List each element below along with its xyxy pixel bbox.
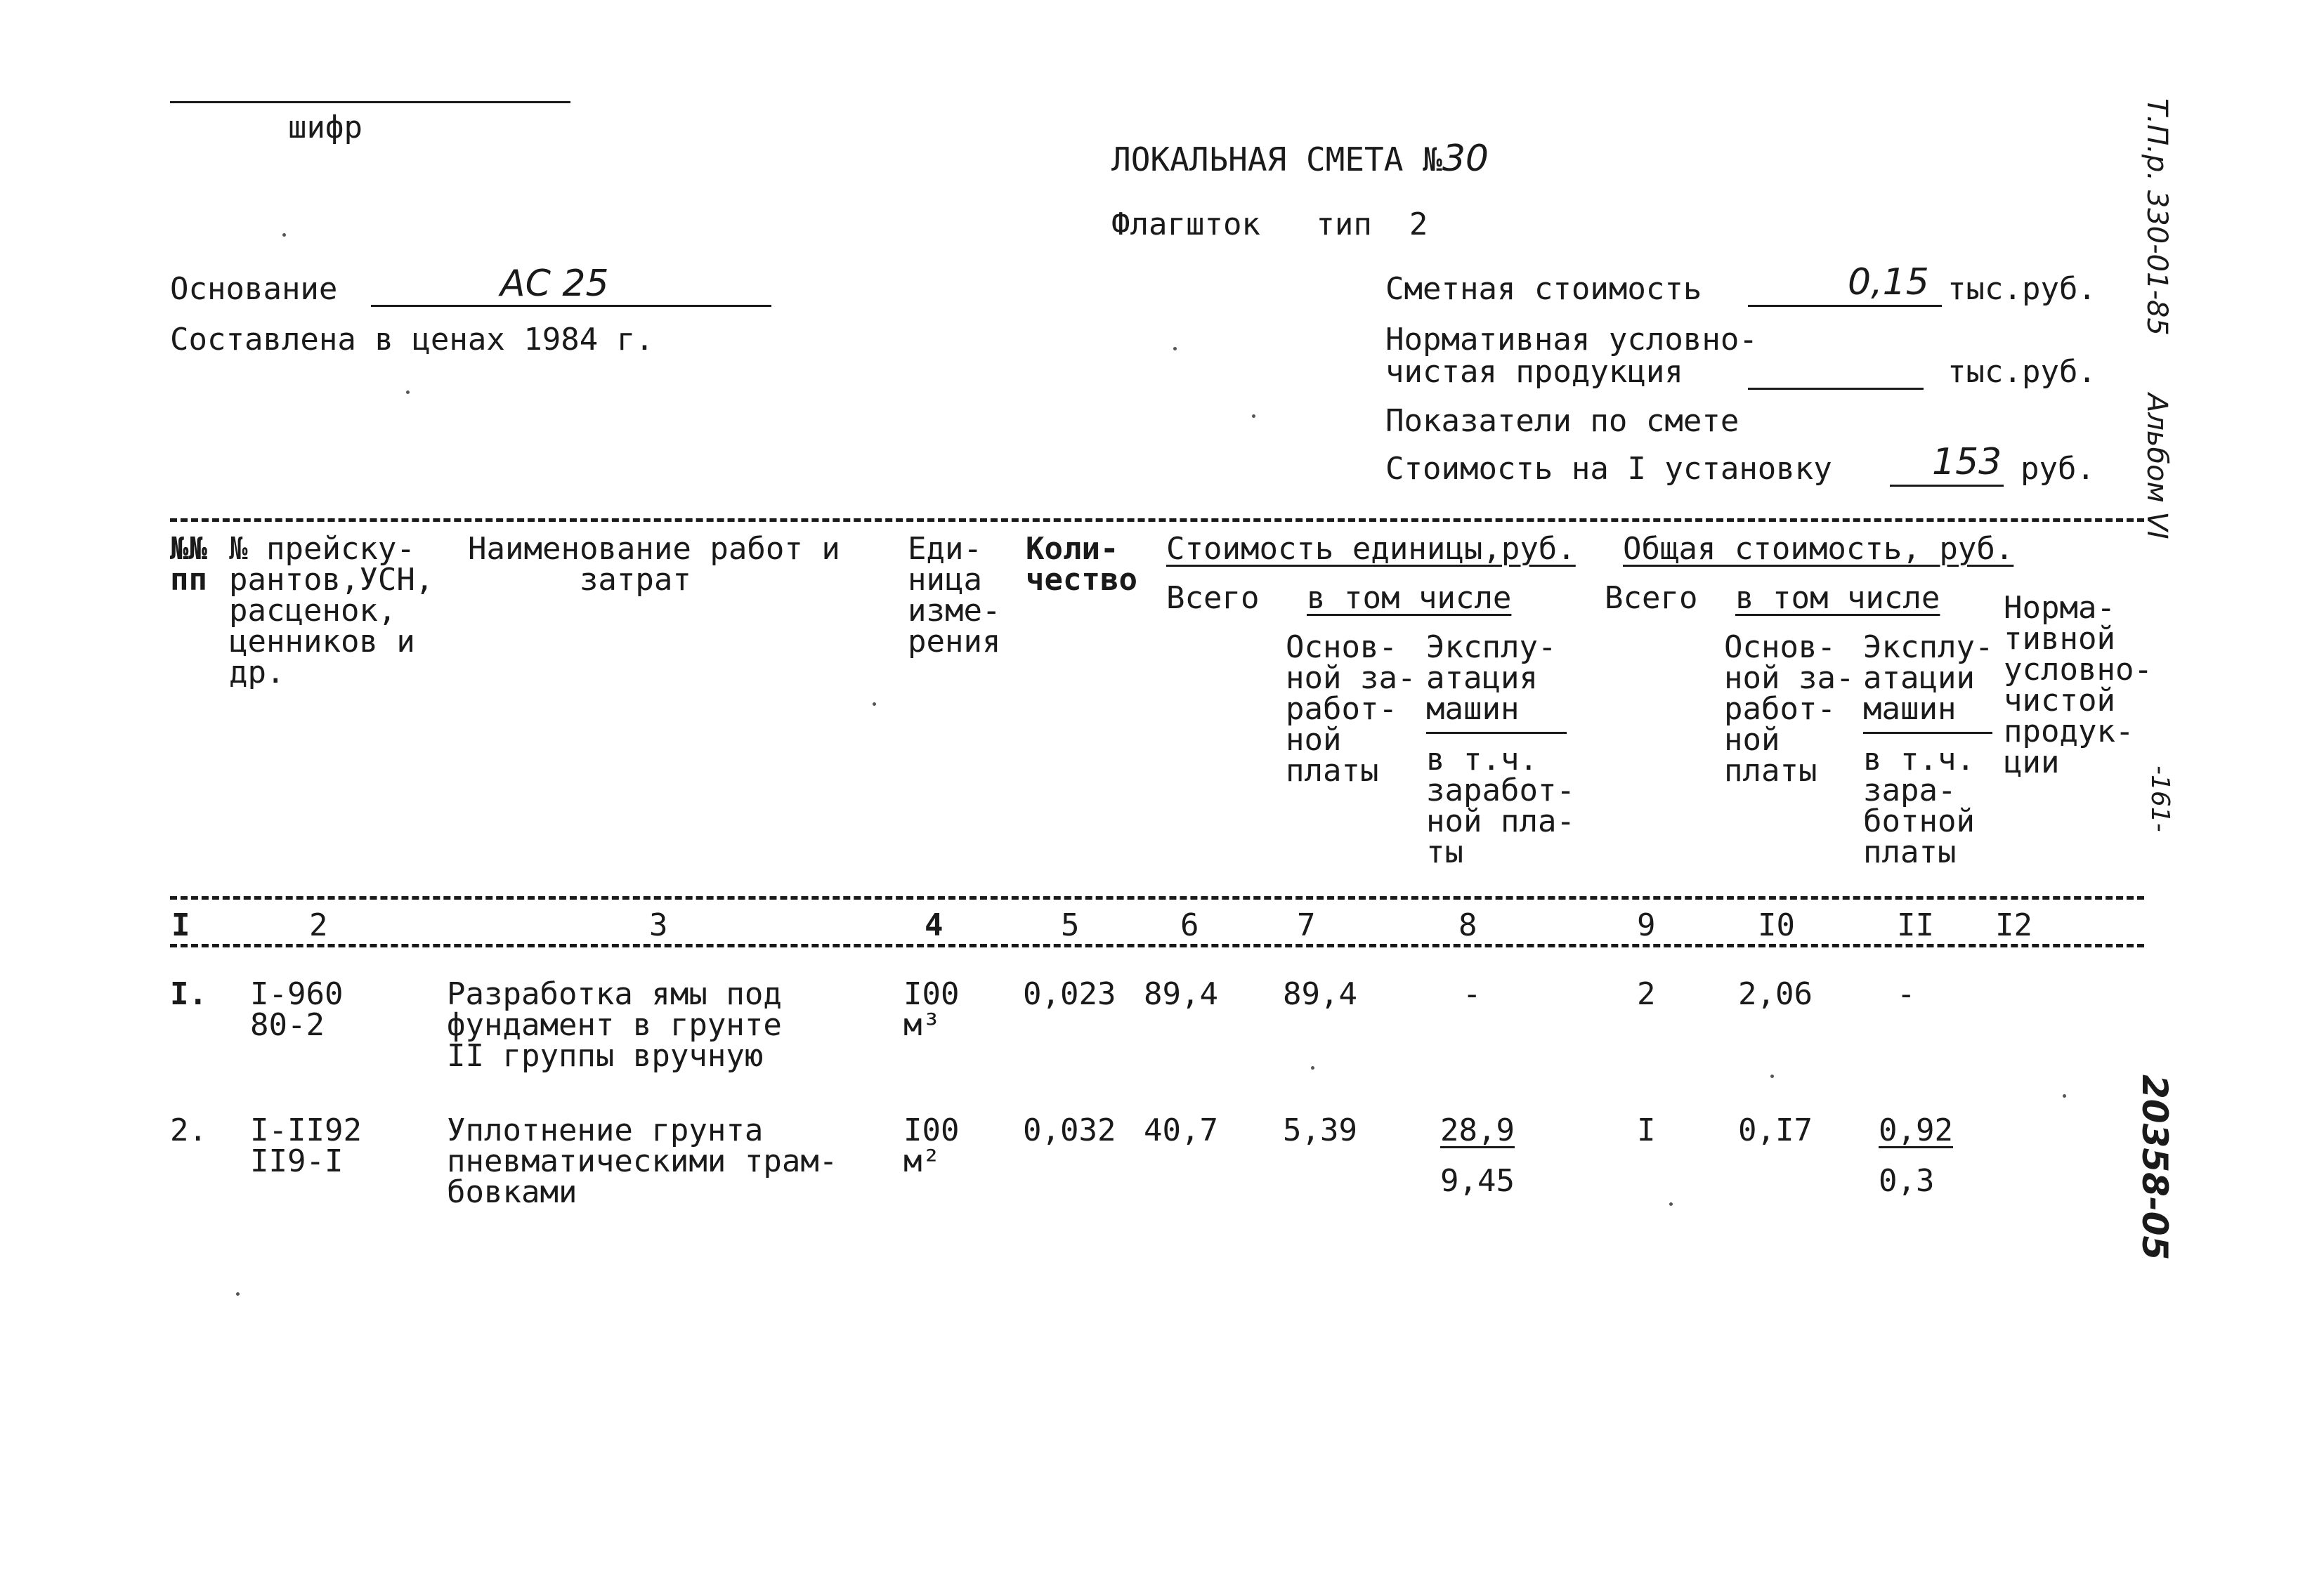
header-machines-8: Эксплу- атация машин [1426,629,1557,727]
scan-speck [1770,1075,1774,1078]
normative-unit: тыс.руб. [1947,354,2096,390]
col-number-3: 3 [649,907,668,943]
scan-speck [406,390,410,394]
header-col-12: Норма- тивной условно- чистой продук- ции [2004,590,2153,780]
normative-underline [1748,388,1924,390]
estimated-cost-label: Сметная стоимость [1385,271,1702,307]
table-row-2-c6: 40,7 [1144,1112,1218,1148]
col-number-6: 6 [1180,907,1199,943]
col-number-rule [170,944,2144,947]
table-row-1-qty: 0,023 [1023,976,1116,1012]
cost-underline [1748,305,1942,307]
title-text: ЛОКАЛЬНАЯ СМЕТА № [1111,140,1442,178]
indicators-label: Показатели по смете [1385,403,1739,439]
header-machines-8-rule [1426,732,1567,734]
header-total-9: Всего [1605,580,1698,616]
scan-speck [1669,1202,1673,1206]
unit-cost-underline [1890,485,2004,487]
table-row-2-c9: I [1637,1112,1656,1148]
basis-label: Основание [170,271,338,307]
col-number-4: 4 [925,907,944,943]
unit-cost-value: 153 [1932,441,2002,483]
normative-label-1: Нормативная условно- [1385,322,1758,357]
header-total-6: Всего [1166,580,1260,616]
header-incl-wage-8: в т.ч. заработ- ной пла- ты [1426,742,1575,870]
col-number-7: 7 [1297,907,1316,943]
side-note-bottom: 20358-05 [2134,1075,2175,1261]
col-number-10: I0 [1758,907,1795,943]
header-incl-wage-11: в т.ч. зара- ботной платы [1863,742,1975,870]
scan-speck [1173,347,1177,350]
table-row-1-c9: 2 [1637,976,1656,1012]
cipher-line [170,101,570,103]
table-row-1-unit: I00 м³ [903,976,960,1043]
table-row-1-c7: 89,4 [1283,976,1357,1012]
side-note-album: Альбом VI [2141,393,2173,539]
estimated-cost-unit: тыс.руб. [1947,271,2096,307]
table-top-rule [170,518,2144,522]
col-number-9: 9 [1637,907,1656,943]
header-col-5: Коли- чество [1026,531,1137,598]
col-number-11: II [1897,907,1934,943]
document-title [1111,138,1489,180]
table-row-1-c6: 89,4 [1144,976,1218,1012]
header-col-3: Наименование работ и затрат [468,531,840,598]
header-col-2: № прейску- рантов,УСН, расценок, ценников и др. [229,531,434,690]
col-number-5: 5 [1061,907,1080,943]
col-number-2: 2 [309,907,328,943]
document-subtitle: Флагшток тип 2 [1111,206,1428,242]
scan-speck [873,702,876,706]
table-row-1-code: I-960 80-2 [250,976,344,1043]
header-machines-11-rule [1863,732,1992,734]
header-machines-11: Эксплу- атации машин [1863,629,1994,727]
header-bottom-rule [170,896,2144,900]
estimated-cost-value: 0,15 [1848,261,1929,303]
table-row-2-name: Уплотнение грунта пневматическими трам- бовками [447,1112,838,1210]
table-row-2-c7: 5,39 [1283,1112,1357,1148]
header-main-wage-7: Основ- ной за- работ- ной платы [1286,629,1416,789]
table-row-2-num: 2. [170,1112,207,1148]
title-number: 30 [1442,138,1489,180]
scan-speck [1252,414,1255,418]
table-row-1-name: Разработка ямы под фундамент в грунте II группы вручную [447,976,782,1074]
basis-value: АС 25 [500,263,609,305]
header-in-that-10-11: в том числе [1735,580,1940,616]
col-number-8: 8 [1458,907,1477,943]
unit-cost-label: Стоимость на I установку [1385,451,1832,487]
basis-underline [371,305,771,307]
header-unit-cost: Стоимость единицы,руб. [1166,531,1576,567]
table-row-2-c10: 0,I7 [1738,1112,1813,1148]
side-note-top: Т.П.р. 330-01-85 [2141,98,2173,336]
header-main-wage-10: Основ- ной за- работ- ной платы [1724,629,1855,789]
col-number-12: I2 [1995,907,2032,943]
table-row-2-code: I-II92 II9-I [250,1112,362,1179]
table-row-2-c8-sub: 9,45 [1440,1163,1515,1199]
scan-speck [282,233,286,237]
scan-speck [2063,1094,2066,1098]
table-row-2-unit: I00 м² [903,1112,960,1179]
header-in-that-7-8: в том числе [1307,580,1512,616]
normative-label-2: чистая продукция [1385,354,1683,390]
table-row-1-c8: - [1463,976,1482,1012]
table-row-2-c11-sub: 0,3 [1879,1163,1935,1199]
col-number-1: I [171,907,190,943]
scan-speck [236,1292,240,1296]
table-row-2-c8: 28,9 [1440,1112,1515,1148]
table-row-2-qty: 0,032 [1023,1112,1116,1148]
header-total-cost: Общая стоимость, руб. [1623,531,2014,567]
scan-speck [1311,1066,1314,1070]
header-col-1: №№ пп [170,531,207,598]
table-row-1-c11: - [1897,976,1916,1012]
side-note-page: -161- [2146,766,2174,832]
header-col-4: Еди- ница изме- рения [908,531,1001,659]
unit-cost-unit: руб. [2021,451,2095,487]
table-row-1-num: I. [170,976,207,1012]
table-row-1-c10: 2,06 [1738,976,1813,1012]
compiled-prices: Составлена в ценах 1984 г. [170,322,654,357]
cipher-label: шифр [288,110,363,145]
table-row-2-c11: 0,92 [1879,1112,1953,1148]
